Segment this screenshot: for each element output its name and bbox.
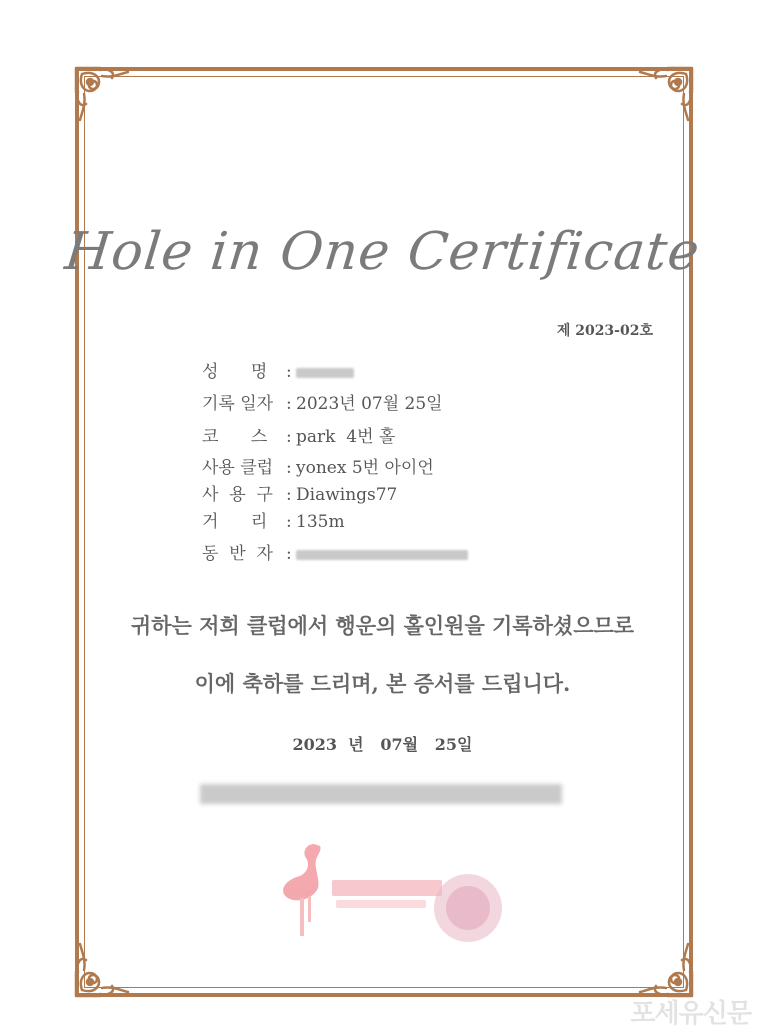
field-value: 2023년 07월 25일 <box>296 394 443 414</box>
certificate-number: 제 2023-02호 <box>556 323 653 339</box>
newspaper-watermark: 포세유신문 <box>630 999 751 1029</box>
field-value: 135m <box>296 512 345 532</box>
corner-ornament-icon <box>72 64 136 128</box>
field-label: 사용 클럽 <box>202 458 274 478</box>
field-label: 성 명 <box>202 362 268 382</box>
issue-date: 2023 년 07월 25일 <box>292 735 473 754</box>
field-name: 성 명 : <box>202 360 354 384</box>
field-label: 거 리 <box>202 512 268 532</box>
field-value-redacted <box>296 360 354 384</box>
certificate-title: Hole in One Certificate <box>62 222 703 282</box>
corner-ornament-icon <box>632 64 696 128</box>
field-value-redacted <box>296 542 468 566</box>
field-label: 사 용 구 <box>202 485 273 505</box>
field-companions: 동 반 자 : <box>202 542 468 566</box>
field-value: Diawings77 <box>296 485 398 505</box>
field-record-date: 기록 일자 : 2023년 07월 25일 <box>202 394 443 414</box>
field-club: 사용 클럽 : yonex 5번 아이언 <box>202 458 434 478</box>
field-value: park 4번 홀 <box>296 427 396 447</box>
field-label: 코 스 <box>202 427 268 447</box>
club-name-redacted <box>200 784 562 804</box>
field-ball: 사 용 구 : Diawings77 <box>202 485 398 505</box>
congratulation-message-line2: 이에 축하를 드리며, 본 증서를 드립니다. <box>194 671 571 696</box>
corner-ornament-icon <box>632 936 696 1000</box>
field-value: yonex 5번 아이언 <box>296 458 434 478</box>
flamingo-logo-icon <box>270 838 510 948</box>
field-label: 동 반 자 <box>202 544 273 564</box>
field-course: 코 스 : park 4번 홀 <box>202 427 396 447</box>
corner-ornament-icon <box>72 936 136 1000</box>
field-distance: 거 리 : 135m <box>202 512 345 532</box>
congratulation-message-line1: 귀하는 저희 클럽에서 행운의 홀인원을 기록하셨으므로 <box>130 613 635 638</box>
field-label: 기록 일자 <box>202 394 274 414</box>
